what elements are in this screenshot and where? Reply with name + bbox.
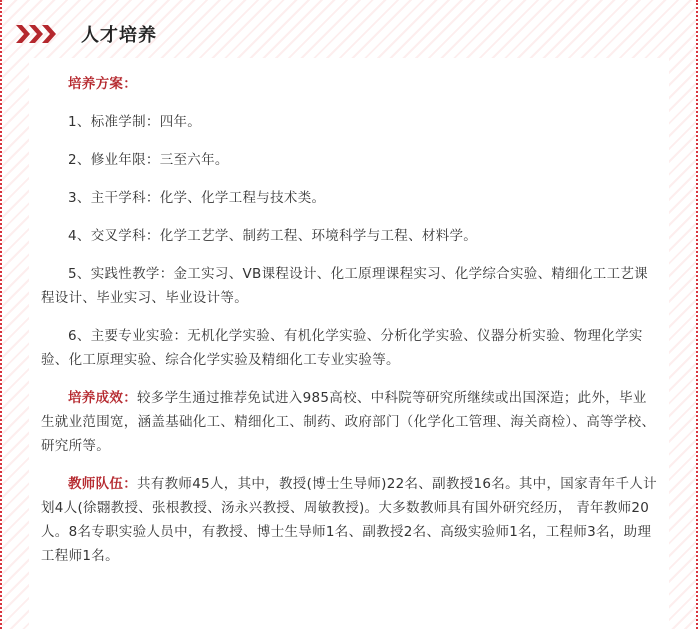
section-title: 人才培养	[81, 25, 157, 46]
faculty-text: 共有教师45人，其中，教授(博士生导师)22名、副教授16名。其中，国家青年千人计划4人(徐翾教授、张根教授、汤永兴教授、周敏教授)。大多数教师具有国外研究经历， 青年教师20人。8名专职实验人员中，有教授、博士生导师1名、副教授2名、高级实验师1名，工程师3名，助理工程师1名。	[41, 476, 657, 564]
faculty-label: 教师队伍：	[68, 476, 137, 492]
chevron-right-icon	[29, 25, 43, 43]
results-text: 较多学生通过推荐免试进入985高校、中科院等研究所继续或出国深造；此外，毕业生就业范围宽，涵盖基础化工、精细化工、制药、政府部门（化学化工管理、海关商检）、高等学校、研究所等。	[41, 390, 656, 454]
results-paragraph	[41, 386, 657, 458]
plan-label: 培养方案：	[68, 76, 137, 92]
plan-item-4: 4、交叉学科：化学工艺学、制药工程、环境科学与工程、材料学。	[68, 228, 478, 244]
plan-heading	[41, 72, 657, 96]
content-card	[29, 58, 669, 629]
plan-item-3: 3、主干学科：化学、化学工程与技术类。	[68, 190, 326, 206]
section-header	[16, 12, 157, 56]
plan-item-1: 1、标准学制：四年。	[68, 114, 202, 130]
plan-item-5: 5、实践性教学：金工实习、VB课程设计、化工原理课程实习、化学综合实验、精细化工工艺课程设计、毕业实习、毕业设计等。	[41, 266, 648, 306]
faculty-paragraph	[41, 472, 657, 568]
chevron-right-icon	[42, 25, 56, 43]
plan-item-2: 2、修业年限：三至六年。	[68, 152, 229, 168]
chevron-arrows-icon	[16, 25, 55, 43]
results-label: 培养成效：	[68, 390, 137, 406]
chevron-right-icon	[16, 25, 30, 43]
plan-item-6: 6、主要专业实验：无机化学实验、有机化学实验、分析化学实验、仪器分析实验、物理化学实验、化工原理实验、综合化学实验及精细化工专业实验等。	[41, 328, 643, 368]
